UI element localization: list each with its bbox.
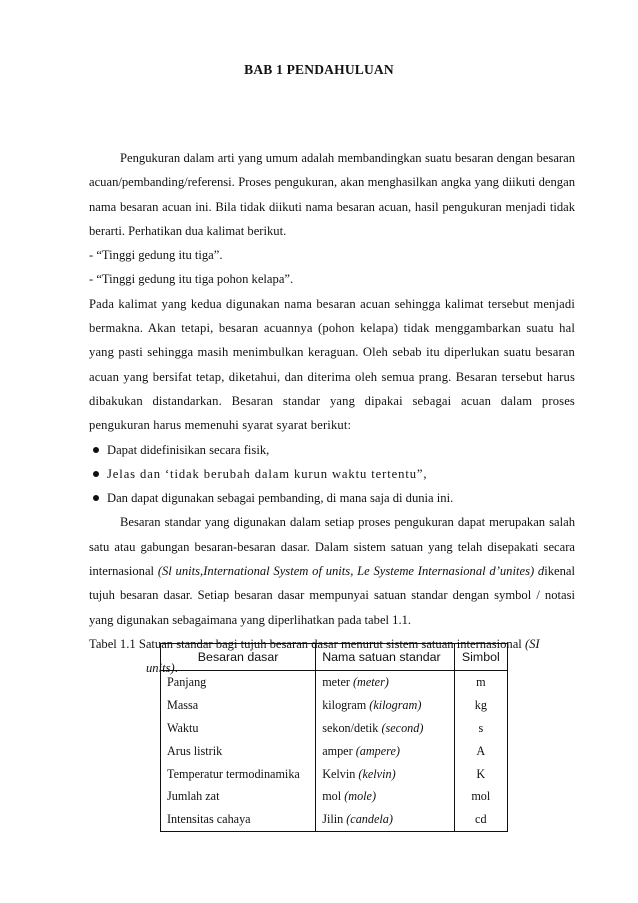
caption-italic: units) xyxy=(146,661,175,676)
table-row xyxy=(161,740,508,763)
unit-cell xyxy=(316,717,454,740)
unit-cell xyxy=(316,694,454,717)
quantity-cell: Waktu xyxy=(161,717,316,740)
symbol-cell: cd xyxy=(454,808,507,831)
unit-cell xyxy=(316,740,454,763)
quantity-cell: Intensitas cahaya xyxy=(161,808,316,831)
example-1: - “Tinggi gedung itu tiga”. xyxy=(89,248,223,263)
si-units-name: (Sl units,International System of units, Le Systeme Internasional d’unites) d xyxy=(157,564,545,579)
table-row xyxy=(161,694,508,717)
unit-english-name: (ampere) xyxy=(355,743,400,758)
unit-english-name: (mole) xyxy=(344,789,377,804)
unit-english-name: (second) xyxy=(381,720,424,735)
quantity-cell: Panjang xyxy=(161,671,316,694)
bullet-icon xyxy=(93,471,99,477)
unit-name: meter xyxy=(322,674,350,689)
unit-cell xyxy=(316,808,454,831)
list-item-text: Jelas dan ‘tidak berubah dalam kurun waktu tertentu”, xyxy=(107,466,428,481)
symbol-cell: mol xyxy=(454,785,507,808)
table-row xyxy=(161,808,508,831)
column-header: Nama satuan standar xyxy=(316,644,454,671)
list-item xyxy=(89,462,575,486)
symbol-cell: A xyxy=(454,740,507,763)
unit-english-name: (kelvin) xyxy=(358,766,396,781)
unit-name: mol xyxy=(322,789,342,804)
table-row xyxy=(161,671,508,694)
paragraph-text: ikenal tujuh besaran dasar. Setiap besaran dasar mempunyai satuan standar dengan symbol / notasi yang digunakan sebagaimana yang diperlihatkan pada tabel 1.1. xyxy=(89,564,575,627)
unit-name: amper xyxy=(322,743,353,758)
caption-italic: (SI xyxy=(524,636,540,651)
quantity-cell: Temperatur termodinamika xyxy=(161,763,316,786)
unit-english-name: (candela) xyxy=(346,812,393,827)
list-item-text: Dapat didefinisikan secara fisik, xyxy=(107,442,270,457)
requirements-list xyxy=(89,438,575,511)
list-item xyxy=(89,486,575,510)
symbol-cell: m xyxy=(454,671,507,694)
unit-cell xyxy=(316,763,454,786)
list-item-text: Dan dapat digunakan sebagai pembanding, di mana saja di dunia ini. xyxy=(107,491,454,506)
quantity-cell: Arus listrik xyxy=(161,740,316,763)
unit-name: kilogram xyxy=(322,697,367,712)
quantity-cell: Jumlah zat xyxy=(161,785,316,808)
example-2: - “Tinggi gedung itu tiga pohon kelapa”. xyxy=(89,272,294,287)
table-row xyxy=(161,785,508,808)
unit-name: Kelvin xyxy=(322,766,356,781)
document-body xyxy=(89,146,575,681)
unit-cell xyxy=(316,785,454,808)
list-item xyxy=(89,438,575,462)
table-row xyxy=(161,763,508,786)
caption-text: Tabel 1.1 Satuan standar bagi tujuh besaran dasar menurut sistem satuan internasional xyxy=(89,636,525,651)
bullet-icon xyxy=(93,447,99,453)
paragraph-text: Besaran standar yang digunakan dalam setiap proses pengukuran dapat merupakan salah satu atau gabungan besaran-besaran dasar. Dalam sistem satuan yang telah disepakati secara internasional xyxy=(89,515,575,579)
table-body xyxy=(161,671,508,832)
paragraph-si-units xyxy=(89,510,575,631)
unit-cell xyxy=(316,671,454,694)
table-header-row xyxy=(161,644,508,671)
quantity-cell: Massa xyxy=(161,694,316,717)
caption-text: . xyxy=(174,661,178,676)
column-header: Simbol xyxy=(454,644,507,671)
symbol-cell: s xyxy=(454,717,507,740)
unit-name: sekon/detik xyxy=(322,720,379,735)
paragraph-standard-need: Pada kalimat yang kedua digunakan nama besaran acuan sehingga kalimat tersebut menjadi bermakna. Akan tetapi, besaran acuannya (pohon kelapa) tidak menggambarkan suatu hal yang pasti sehingga masih menimbulkan keraguan. Oleh sebab itu diperlukan suatu besaran acuan yang bersifat tetap, diketahui, dan diterima oleh semua prang. Besaran tersebut harus dibakukan distandarkan. Besaran standar yang dipakai sebagai acuan dalam proses pengukuran harus memenuhi syarat syarat berikut: xyxy=(89,296,575,433)
si-units-table xyxy=(160,643,508,832)
symbol-cell: kg xyxy=(454,694,507,717)
chapter-title: BAB 1 PENDAHULUAN xyxy=(244,62,394,77)
paragraph-intro: Pengukuran dalam arti yang umum adalah membandingkan suatu besaran dengan besaran acuan/pembanding/referensi. Proses pengukuran, akan menghasilkan angka yang diikuti dengan nama besaran acuan ini. Bila tidak diikuti nama besaran acuan, hasil pengukuran menjadi tidak berarti. Perhatikan dua kalimat berikut. xyxy=(89,151,575,238)
bullet-icon xyxy=(93,495,99,501)
column-header: Besaran dasar xyxy=(161,644,316,671)
symbol-cell: K xyxy=(454,763,507,786)
table-row xyxy=(161,717,508,740)
unit-name: Jilin xyxy=(322,812,344,827)
unit-english-name: (kilogram) xyxy=(369,697,422,712)
unit-english-name: (meter) xyxy=(353,674,389,689)
